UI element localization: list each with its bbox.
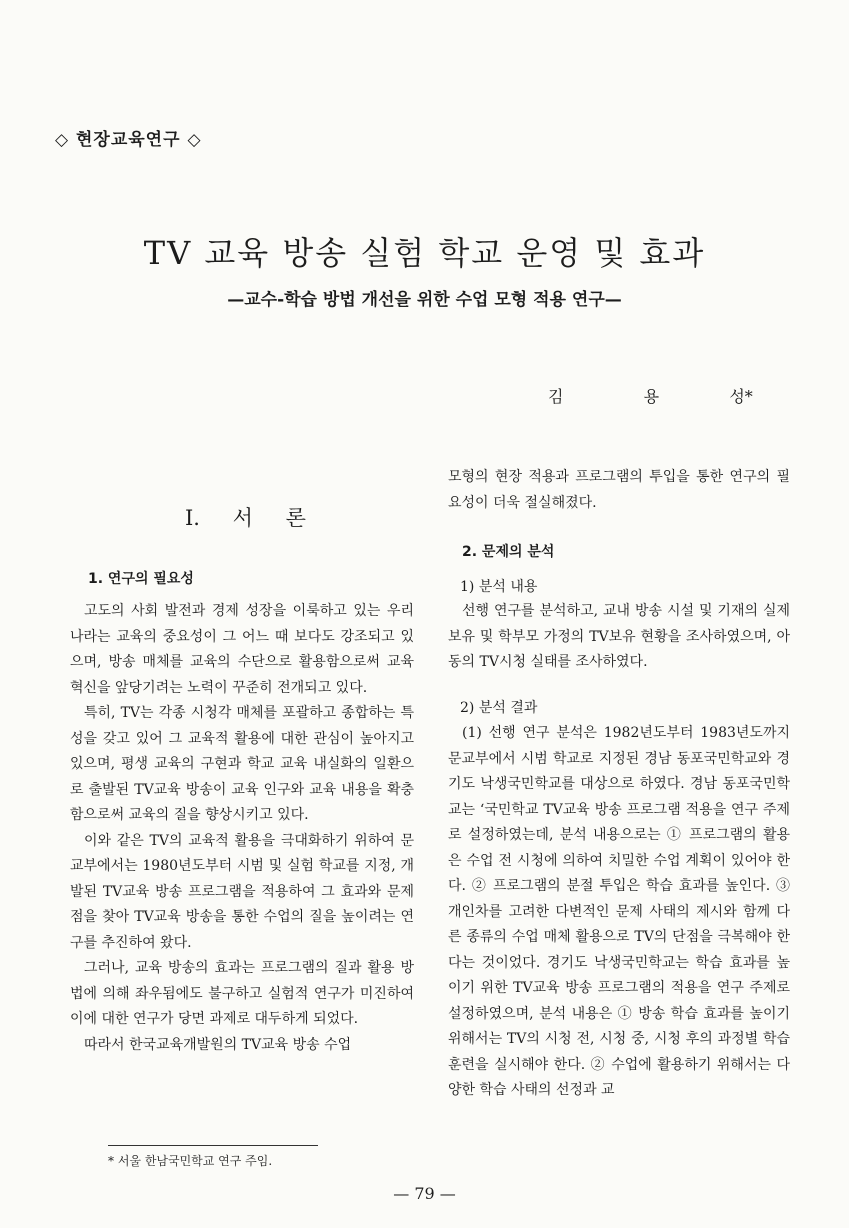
footnote-divider xyxy=(108,1145,318,1146)
paragraph: 고도의 사회 발전과 경제 성장을 이룩하고 있는 우리 나라는 교육의 중요성이 그 어느 때 보다도 강조되고 있으며, 방송 매체를 교육의 수단으로 활용함으로써 교육 혁신을 앞당기려는 노력이 꾸준히 전개되고 있다. xyxy=(70,603,414,696)
article-subtitle: —교수-학습 방법 개선을 위한 수업 모형 적용 연구— xyxy=(227,290,622,310)
author-part-1: 김 xyxy=(548,387,564,406)
section-heading-intro: Ⅰ. 서 론 xyxy=(185,506,306,530)
article-title: TV 교육 방송 실험 학교 운영 및 효과 xyxy=(143,234,706,272)
page-number: — 79 — xyxy=(393,1184,456,1203)
author-part-2: 용 xyxy=(643,387,660,406)
item-text-2 xyxy=(448,721,790,1104)
paragraph: 따라서 한국교육개발원의 TV교육 방송 수업 xyxy=(84,1036,352,1053)
item-label-1: 1) 분석 내용 xyxy=(460,579,538,595)
item-label-2: 2) 분석 결과 xyxy=(460,700,538,716)
paragraph: 그러나, 교육 방송의 효과는 프로그램의 질과 활용 방법에 의해 좌우됨에도 불구하고 실험적 연구가 미진하여 이에 대한 연구가 당면 과제로 대두하게 되었다. xyxy=(70,960,414,1027)
left-column-body xyxy=(70,599,414,1058)
author-name xyxy=(548,384,753,407)
subheading-need: 1. 연구의 필요성 xyxy=(88,571,194,587)
author-part-3: 성* xyxy=(729,387,753,406)
item-text-1 xyxy=(448,599,790,676)
subheading-analysis: 2. 문제의 분석 xyxy=(462,544,555,560)
right-column-continuation xyxy=(448,465,790,516)
paragraph: 특히, TV는 각종 시청각 매체를 포괄하고 종합하는 특성을 갖고 있어 그 교육적 활용에 대한 관심이 높아지고 있으며, 평생 교육의 구현과 학교 교육 내실화의 일환으로 출발된 TV교육 방송이 교육 인구와 교육 내용을 확충함으로써 교육의 질을 향상시키고 있다. xyxy=(70,705,414,823)
paragraph: (1) 선행 연구 분석은 1982년도부터 1983년도까지 문교부에서 시범 학교로 지정된 경남 동포국민학교와 경기도 낙생국민학교를 대상으로 하였다. 경남 동포국민학교는 ‘국민학교 TV교육 방송 프로그램 적용을 연구 주제로 설정하였는데, 분석 내용으로는 ① 프로그램의 활용은 수업 전 시청에 의하여 치밀한 수업 계획이 있어야 한다. ② 프로그램의 분절 투입은 학습 효과를 높인다. ③ 개인차를 고려한 다변적인 문제 사태의 제시와 함께 다른 종류의 수업 매체 활용으로 TV의 단점을 극복해야 한다는 것이었다. 경기도 낙생국민학교는 학습 효과를 높이기 위한 TV교육 방송 프로그램의 적용을 연구 주제로 설정하였으며, 분석 내용은 ① 방송 학습 효과를 높이기 위해서는 TV의 시청 전, 시청 중, 시청 후의 과정별 학습 훈련을 실시해야 한다. ② 수업에 활용하기 위해서는 다양한 학습 사태의 선정과 교 xyxy=(448,725,790,1098)
paragraph: 이와 같은 TV의 교육적 활용을 극대화하기 위하여 문교부에서는 1980년도부터 시범 및 실험 학교를 지정, 개발된 TV교육 방송 프로그램을 적용하여 그 효과와 문제점을 찾아 TV교육 방송을 통한 수업의 질을 높이려는 연구를 추진하여 왔다. xyxy=(70,832,414,951)
paragraph: 모형의 현장 적용과 프로그램의 투입을 통한 연구의 필요성이 더욱 절실해졌다. xyxy=(448,469,790,511)
paragraph: 선행 연구를 분석하고, 교내 방송 시설 및 기재의 실제 보유 및 학부모 가정의 TV보유 현황을 조사하였으며, 아동의 TV시청 실태를 조사하였다. xyxy=(448,603,790,670)
section-tag: ◇ 현장교육연구 ◇ xyxy=(55,130,202,150)
footnote: * 서울 한남국민학교 연구 주임. xyxy=(108,1154,273,1168)
